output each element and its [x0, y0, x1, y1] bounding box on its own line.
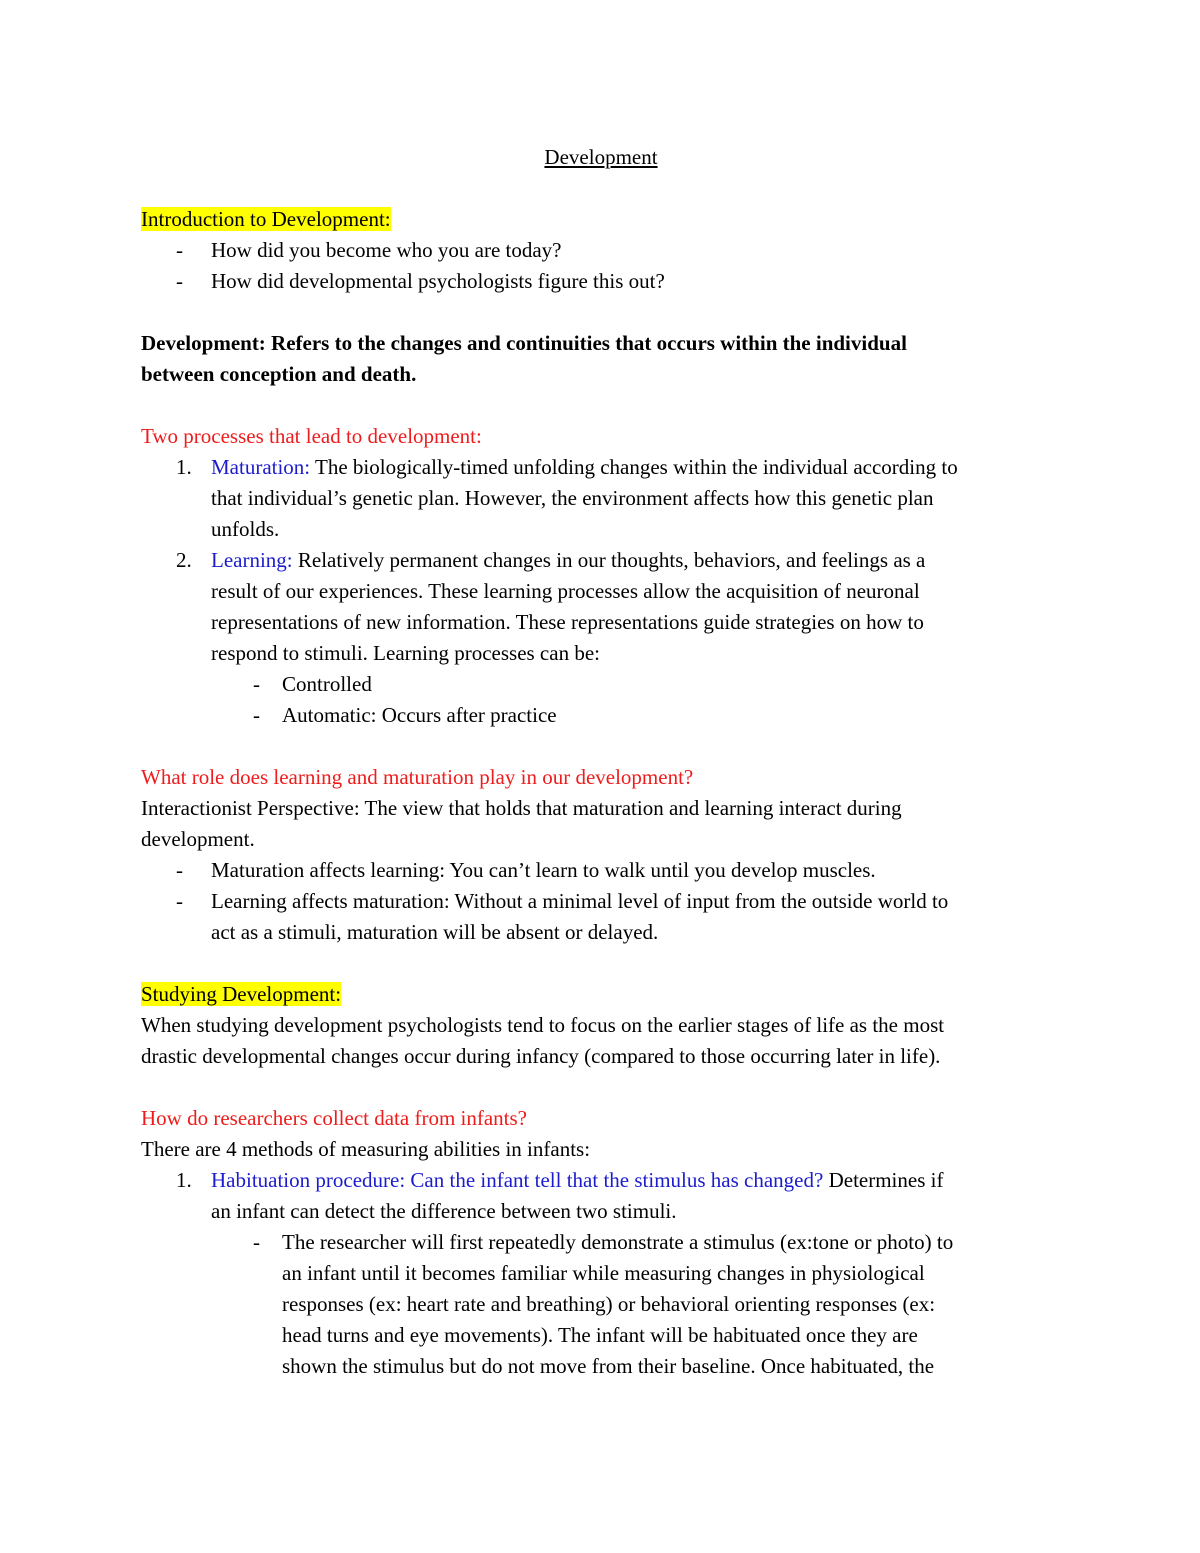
dash-marker: -: [176, 269, 183, 293]
list-item: [141, 235, 1061, 266]
term-maturation: Maturation:: [211, 455, 311, 479]
page-title: Development: [544, 145, 658, 169]
list-item: [141, 886, 1061, 948]
item-text: representations of new information. These representations guide strategies on how to: [211, 610, 924, 634]
numbered-item-habituation: [141, 1165, 1061, 1227]
paragraph-line: Interactionist Perspective: The view that holds that maturation and learning interact during: [141, 796, 902, 820]
sub-list-item: [141, 700, 1061, 731]
sub-list-item: [141, 669, 1061, 700]
definition-line: between conception and death.: [141, 362, 417, 386]
item-text: result of our experiences. These learning processes allow the acquisition of neuronal: [211, 579, 920, 603]
paragraph-line: When studying development psychologists tend to focus on the earlier stages of life as the most: [141, 1013, 945, 1037]
list-item: [141, 855, 1061, 886]
infants-question: How do researchers collect data from infants?: [141, 1106, 527, 1130]
list-item-text: Maturation affects learning: You can’t learn to walk until you develop muscles.: [211, 858, 876, 882]
sub-item-text: Automatic: Occurs after practice: [282, 703, 557, 727]
paragraph-line: drastic developmental changes occur during infancy (compared to those occurring later in life).: [141, 1044, 941, 1068]
item-text: an infant can detect the difference between two stimuli.: [211, 1199, 677, 1223]
item-text: that individual’s genetic plan. However, the environment affects how this genetic plan: [211, 486, 934, 510]
dash-marker: -: [176, 238, 183, 262]
studying-heading: Studying Development:: [141, 982, 342, 1006]
item-text: unfolds.: [211, 517, 280, 541]
dash-marker: -: [253, 703, 260, 727]
sub-item-text: responses (ex: heart rate and breathing) or behavioral orienting responses (ex:: [282, 1292, 936, 1316]
sub-list-item: [141, 1227, 1061, 1382]
term-learning: Learning:: [211, 548, 293, 572]
list-item-text: How did you become who you are today?: [211, 238, 562, 262]
dash-marker: -: [253, 1230, 260, 1254]
dash-marker: -: [176, 858, 183, 882]
list-item-text: How did developmental psychologists figure this out?: [211, 269, 665, 293]
item-text: respond to stimuli. Learning processes can be:: [211, 641, 600, 665]
number-marker: 1.: [176, 455, 192, 479]
dash-marker: -: [253, 672, 260, 696]
role-question: What role does learning and maturation play in our development?: [141, 765, 694, 789]
sub-item-text: shown the stimulus but do not move from their baseline. Once habituated, the: [282, 1354, 935, 1378]
processes-heading: Two processes that lead to development:: [141, 424, 482, 448]
item-text: Relatively permanent changes in our thoughts, behaviors, and feelings as a: [292, 548, 926, 572]
document-body: [141, 142, 1061, 1382]
intro-heading: Introduction to Development:: [141, 207, 391, 231]
definition-line: Development: Refers to the changes and continuities that occurs within the individual: [141, 331, 907, 355]
list-item-text: Learning affects maturation: Without a minimal level of input from the outside world to: [211, 889, 949, 913]
numbered-item-learning: [141, 545, 1061, 669]
list-item: [141, 266, 1061, 297]
sub-item-text: head turns and eye movements). The infant will be habituated once they are: [282, 1323, 918, 1347]
term-habituation: Habituation procedure: Can the infant tell that the stimulus has changed?: [211, 1168, 824, 1192]
dash-marker: -: [176, 889, 183, 913]
numbered-item-maturation: [141, 452, 1061, 545]
paragraph-line: development.: [141, 827, 255, 851]
item-text: Determines if: [823, 1168, 944, 1192]
number-marker: 1.: [176, 1168, 192, 1192]
sub-item-text: The researcher will first repeatedly demonstrate a stimulus (ex:tone or photo) to: [282, 1230, 954, 1254]
sub-item-text: Controlled: [282, 672, 372, 696]
number-marker: 2.: [176, 548, 192, 572]
list-item-text: act as a stimuli, maturation will be absent or delayed.: [211, 920, 659, 944]
sub-item-text: an infant until it becomes familiar while measuring changes in physiological: [282, 1261, 925, 1285]
item-text: The biologically-timed unfolding changes within the individual according to: [310, 455, 958, 479]
paragraph-line: There are 4 methods of measuring abilities in infants:: [141, 1137, 591, 1161]
